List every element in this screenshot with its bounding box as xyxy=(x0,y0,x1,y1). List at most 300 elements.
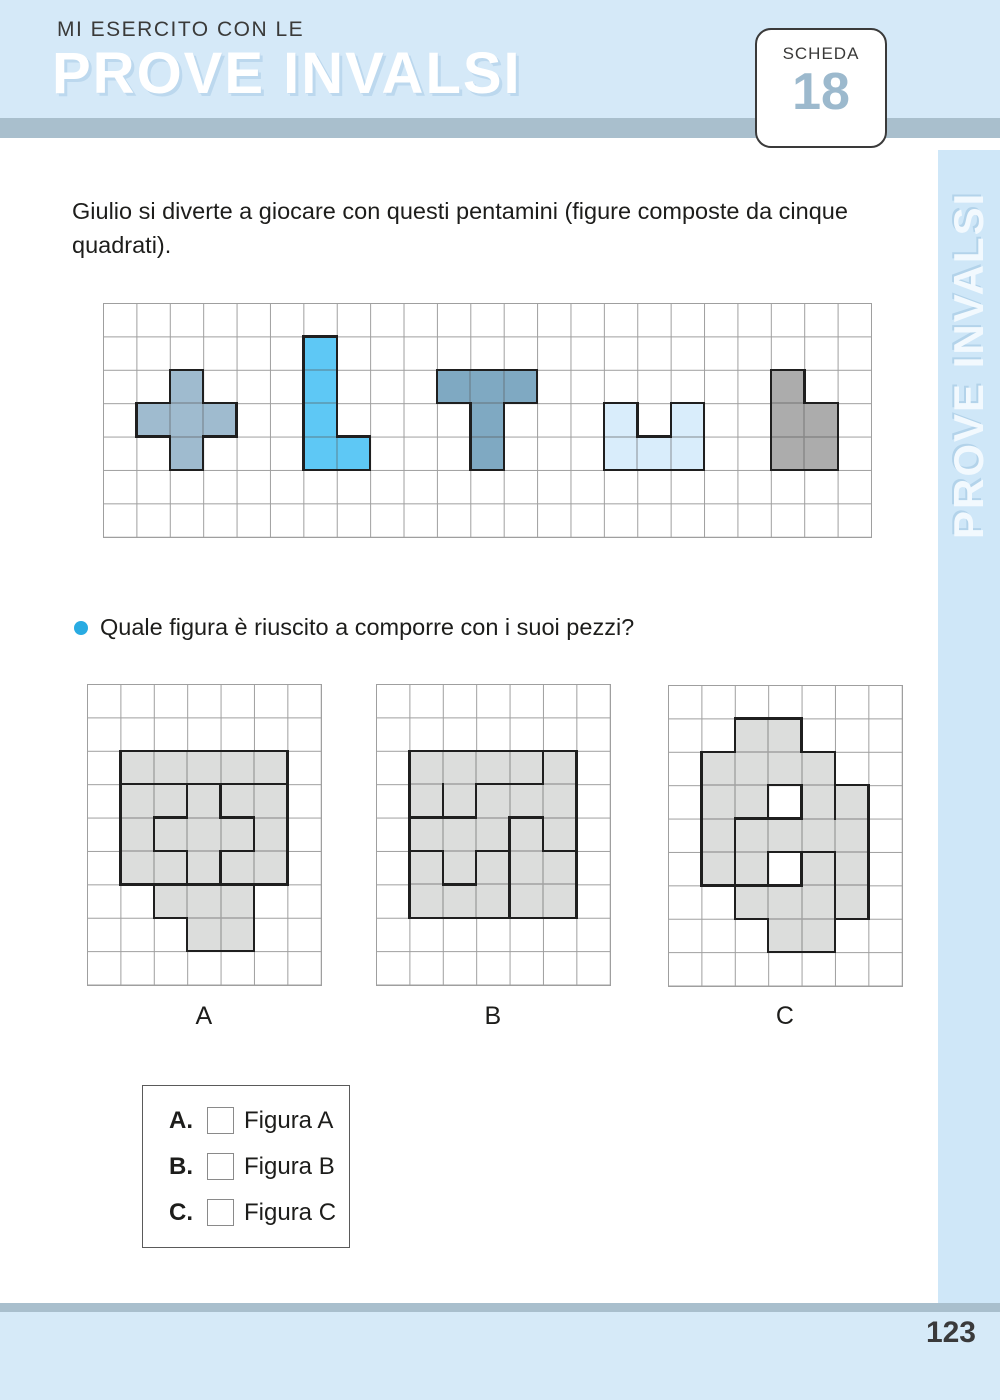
figure-b-cell xyxy=(510,818,543,851)
piece-outline-segment xyxy=(202,402,238,404)
piece-outline-segment xyxy=(834,884,836,920)
figure-c-cell xyxy=(735,819,768,852)
piece-outline-segment xyxy=(734,884,736,920)
piece-outline-segment xyxy=(302,369,304,405)
piece-outline-segment xyxy=(369,435,371,471)
p-pentomino-cell xyxy=(771,403,804,436)
piece-outline-segment xyxy=(219,750,255,752)
figure-a-cell xyxy=(154,818,187,851)
piece-outline-segment xyxy=(867,784,869,820)
piece-outline-segment xyxy=(542,816,544,852)
bullet-icon xyxy=(74,621,88,635)
scheda-badge xyxy=(755,28,887,148)
piece-outline-segment xyxy=(700,784,702,820)
piece-outline-segment xyxy=(169,435,171,471)
piece-outline-segment xyxy=(575,883,577,919)
figure-grid-b xyxy=(376,684,611,986)
piece-outline-segment xyxy=(169,369,205,371)
piece-outline-segment xyxy=(834,784,870,786)
piece-outline-segment xyxy=(408,816,444,818)
piece-outline-segment xyxy=(135,402,137,438)
piece-outline-segment xyxy=(670,469,706,471)
piece-outline-segment xyxy=(186,917,188,953)
piece-outline-segment xyxy=(408,883,410,919)
figure-a-cell xyxy=(187,851,220,884)
piece-outline-segment xyxy=(767,918,769,954)
piece-outline-segment xyxy=(800,751,836,753)
piece-outline-segment xyxy=(302,335,304,371)
piece-outline-segment xyxy=(734,851,736,887)
figure-c-cell xyxy=(768,919,801,952)
figure-a-cell xyxy=(154,851,187,884)
piece-outline-segment xyxy=(734,918,770,920)
piece-outline-segment xyxy=(803,469,839,471)
piece-outline-segment xyxy=(469,435,471,471)
piece-outline-segment xyxy=(700,851,702,887)
piece-outline-segment xyxy=(770,402,772,438)
piece-outline-segment xyxy=(408,750,410,786)
piece-outline-segment xyxy=(253,917,255,953)
answer-row-a xyxy=(169,1107,349,1135)
piece-outline-segment xyxy=(734,884,770,886)
piece-outline-segment xyxy=(508,783,544,785)
figure-c-cell xyxy=(701,785,734,818)
figure-a-cell xyxy=(221,784,254,817)
answer-letter: C. xyxy=(169,1198,193,1226)
figure-c-cell xyxy=(701,819,734,852)
piece-outline-segment xyxy=(253,883,289,885)
figure-b-cell xyxy=(476,818,509,851)
piece-outline-segment xyxy=(475,850,511,852)
piece-outline-segment xyxy=(442,783,444,819)
piece-outline-segment xyxy=(442,750,478,752)
piece-outline-segment xyxy=(186,783,188,819)
piece-outline-segment xyxy=(536,369,538,405)
piece-outline-segment xyxy=(508,816,510,852)
piece-outline-segment xyxy=(508,917,544,919)
figure-a-cell xyxy=(254,751,287,784)
piece-outline-segment xyxy=(286,816,288,852)
figure-a-cell xyxy=(187,918,220,951)
piece-outline-segment xyxy=(119,883,155,885)
piece-outline-segment xyxy=(202,435,238,437)
piece-outline-segment xyxy=(700,751,702,787)
figure-c-cell xyxy=(735,885,768,918)
figure-b-cell xyxy=(476,784,509,817)
piece-outline-segment xyxy=(670,402,706,404)
piece-outline-segment xyxy=(703,435,705,471)
scheda-label: SCHEDA xyxy=(782,44,860,63)
piece-outline-segment xyxy=(636,435,672,437)
piece-outline-segment xyxy=(202,369,204,405)
piece-outline-segment xyxy=(169,369,171,405)
piece-outline-segment xyxy=(219,883,255,885)
l-pentomino-cell xyxy=(303,336,336,369)
piece-outline-segment xyxy=(442,850,444,886)
plus-pentomino-cell xyxy=(170,370,203,403)
piece-outline-segment xyxy=(408,850,444,852)
plus-pentomino-cell xyxy=(136,403,169,436)
piece-outline-segment xyxy=(800,851,836,853)
answer-label: Figura B xyxy=(244,1152,335,1180)
answer-box xyxy=(142,1085,350,1248)
piece-outline-segment xyxy=(508,816,544,818)
piece-outline-segment xyxy=(834,751,836,787)
piece-outline-segment xyxy=(834,918,836,954)
figure-a-cell xyxy=(154,884,187,917)
figure-label-b: B xyxy=(484,1002,502,1030)
piece-outline-segment xyxy=(469,402,471,438)
t-pentomino-cell xyxy=(470,437,503,470)
figure-a-cell xyxy=(221,851,254,884)
figure-b-cell xyxy=(510,884,543,917)
piece-outline-segment xyxy=(475,917,511,919)
piece-outline-segment xyxy=(575,816,577,852)
figure-c-cell xyxy=(802,752,835,785)
figure-c-cell xyxy=(768,885,801,918)
figure-c-cell xyxy=(802,885,835,918)
page-title: PROVE INVALSI xyxy=(52,41,522,106)
figure-c-cell xyxy=(802,785,835,818)
piece-outline-segment xyxy=(253,816,255,852)
piece-outline-segment xyxy=(767,951,803,953)
piece-outline-segment xyxy=(770,435,772,471)
piece-outline-segment xyxy=(336,435,372,437)
piece-outline-segment xyxy=(503,435,505,471)
figure-b-cell xyxy=(443,818,476,851)
figure-b-cell xyxy=(409,751,442,784)
figure-c-cell xyxy=(735,852,768,885)
piece-outline-segment xyxy=(503,402,505,438)
header-kicker: MI ESERCITO CON LE xyxy=(57,18,305,41)
figure-b-cell xyxy=(409,818,442,851)
piece-outline-segment xyxy=(336,335,338,371)
piece-outline-segment xyxy=(186,883,222,885)
piece-outline-segment xyxy=(767,817,803,819)
figure-c-cell xyxy=(802,919,835,952)
piece-outline-segment xyxy=(286,750,288,786)
piece-outline-segment xyxy=(186,850,188,886)
u-pentomino-cell xyxy=(604,437,637,470)
piece-outline-segment xyxy=(700,817,702,853)
piece-outline-segment xyxy=(837,435,839,471)
p-pentomino-cell xyxy=(804,437,837,470)
figure-c-cell xyxy=(701,752,734,785)
piece-outline-segment xyxy=(700,884,736,886)
piece-outline-segment xyxy=(508,883,510,919)
answer-label: Figura A xyxy=(244,1106,334,1134)
l-pentomino-cell xyxy=(303,370,336,403)
piece-outline-segment xyxy=(603,402,639,404)
piece-outline-segment xyxy=(508,850,510,886)
l-pentomino-cell xyxy=(303,403,336,436)
t-pentomino-cell xyxy=(504,370,537,403)
figure-a-cell xyxy=(254,818,287,851)
piece-outline-segment xyxy=(800,851,802,887)
figure-b-cell xyxy=(409,884,442,917)
piece-outline-segment xyxy=(219,850,255,852)
figure-c-cell xyxy=(802,852,835,885)
figure-b-cell xyxy=(543,818,576,851)
l-pentomino-cell xyxy=(337,437,370,470)
piece-outline-segment xyxy=(302,402,304,438)
figure-a-cell xyxy=(187,818,220,851)
piece-outline-segment xyxy=(767,851,803,853)
figure-c-cell xyxy=(768,752,801,785)
piece-outline-segment xyxy=(542,917,578,919)
figure-a-cell xyxy=(254,784,287,817)
intro-text: Giulio si diverte a giocare con questi pentamini (figure composte da cinque quadrati). xyxy=(72,198,848,258)
piece-outline-segment xyxy=(119,783,155,785)
piece-outline-segment xyxy=(408,816,410,852)
p-pentomino-cell xyxy=(771,437,804,470)
piece-outline-segment xyxy=(770,369,806,371)
figure-c-cell xyxy=(735,785,768,818)
piece-outline-segment xyxy=(800,784,802,820)
figure-a-cell xyxy=(120,818,153,851)
piece-outline-segment xyxy=(442,816,478,818)
figure-a-cell xyxy=(187,751,220,784)
figure-a-cell xyxy=(221,818,254,851)
footer-background xyxy=(0,1312,1000,1400)
piece-outline-segment xyxy=(700,751,736,753)
figure-a-cell xyxy=(254,851,287,884)
piece-outline-segment xyxy=(542,750,578,752)
piece-outline-segment xyxy=(408,783,410,819)
piece-outline-segment xyxy=(442,917,478,919)
question-text: Quale figura è riuscito a comporre con i suoi pezzi? xyxy=(100,614,635,640)
piece-outline-segment xyxy=(837,402,839,438)
figure-b-cell xyxy=(409,784,442,817)
figure-c-cell xyxy=(768,718,801,751)
piece-outline-segment xyxy=(767,784,803,786)
piece-outline-segment xyxy=(734,817,770,819)
piece-outline-segment xyxy=(302,335,338,337)
figure-c-cell xyxy=(768,819,801,852)
piece-outline-segment xyxy=(767,784,769,820)
figure-grid-c xyxy=(668,685,903,987)
figure-a-cell xyxy=(120,751,153,784)
figure-grid-a xyxy=(87,684,322,986)
u-pentomino-cell xyxy=(671,437,704,470)
piece-outline-segment xyxy=(475,750,511,752)
figure-label-c: C xyxy=(775,1002,794,1030)
piece-outline-segment xyxy=(336,469,372,471)
piece-outline-segment xyxy=(302,435,304,471)
figure-b-cell xyxy=(443,884,476,917)
piece-outline-segment xyxy=(542,850,578,852)
piece-outline-segment xyxy=(636,402,638,438)
figure-label-a: A xyxy=(195,1002,213,1030)
piece-outline-segment xyxy=(286,850,288,886)
piece-outline-segment xyxy=(186,783,222,785)
piece-outline-segment xyxy=(153,750,189,752)
figure-c-cell xyxy=(835,852,868,885)
answer-letter: B. xyxy=(169,1152,193,1180)
piece-outline-segment xyxy=(503,402,539,404)
figure-c-cell xyxy=(735,752,768,785)
piece-outline-segment xyxy=(135,402,171,404)
piece-outline-segment xyxy=(186,950,222,952)
piece-outline-segment xyxy=(767,851,769,887)
figure-b-cell xyxy=(476,884,509,917)
piece-outline-segment xyxy=(803,369,805,405)
figure-c-cell xyxy=(835,785,868,818)
figure-a-cell xyxy=(120,851,153,884)
piece-outline-segment xyxy=(503,369,539,371)
figure-b-cell xyxy=(443,851,476,884)
piece-outline-segment xyxy=(153,850,189,852)
piece-outline-segment xyxy=(336,402,338,438)
piece-outline-segment xyxy=(670,402,672,438)
u-pentomino-cell xyxy=(637,437,670,470)
piece-outline-segment xyxy=(408,850,410,886)
piece-outline-segment xyxy=(475,783,477,819)
figure-b-cell xyxy=(409,851,442,884)
piece-outline-segment xyxy=(286,783,288,819)
piece-outline-segment xyxy=(169,469,205,471)
t-pentomino-cell xyxy=(470,370,503,403)
scheda-number: 18 xyxy=(792,63,850,121)
piece-outline-segment xyxy=(834,918,870,920)
plus-pentomino-cell xyxy=(203,403,236,436)
figure-a-cell xyxy=(187,784,220,817)
piece-outline-segment xyxy=(219,783,221,819)
piece-outline-segment xyxy=(770,469,806,471)
piece-outline-segment xyxy=(219,816,255,818)
figure-b-cell xyxy=(476,751,509,784)
footer-band xyxy=(0,1303,1000,1312)
piece-outline-segment xyxy=(603,402,605,438)
piece-outline-segment xyxy=(408,917,444,919)
piece-outline-segment xyxy=(119,750,155,752)
piece-outline-segment xyxy=(119,816,121,852)
answer-label: Figura C xyxy=(244,1198,337,1226)
side-vertical-title: PROVE INVALSI xyxy=(945,191,992,539)
piece-outline-segment xyxy=(734,717,736,753)
p-pentomino-cell xyxy=(804,403,837,436)
figure-a-cell xyxy=(154,784,187,817)
piece-outline-segment xyxy=(603,435,605,471)
piece-outline-segment xyxy=(153,816,155,852)
piece-outline-segment xyxy=(770,369,772,405)
figure-a-cell xyxy=(154,751,187,784)
piece-outline-segment xyxy=(734,717,770,719)
piece-outline-segment xyxy=(834,784,836,820)
piece-outline-segment xyxy=(867,817,869,853)
piece-outline-segment xyxy=(767,884,803,886)
figure-a-cell xyxy=(221,751,254,784)
answer-row-c xyxy=(169,1199,349,1227)
piece-outline-segment xyxy=(119,850,121,886)
figure-c-cell xyxy=(802,819,835,852)
piece-outline-segment xyxy=(508,750,544,752)
piece-outline-segment xyxy=(186,750,222,752)
piece-outline-segment xyxy=(253,750,289,752)
answer-checkbox-a[interactable] xyxy=(207,1107,234,1134)
piece-outline-segment xyxy=(408,750,444,752)
piece-outline-segment xyxy=(803,402,839,404)
piece-outline-segment xyxy=(153,883,189,885)
piece-outline-segment xyxy=(219,850,221,886)
answer-checkbox-b[interactable] xyxy=(207,1153,234,1180)
piece-outline-segment xyxy=(153,783,189,785)
p-pentomino-cell xyxy=(771,370,804,403)
figure-b-cell xyxy=(543,751,576,784)
piece-outline-segment xyxy=(734,817,736,853)
piece-outline-segment xyxy=(119,783,121,819)
piece-outline-segment xyxy=(469,469,505,471)
piece-outline-segment xyxy=(475,850,477,886)
figure-a-cell xyxy=(187,884,220,917)
piece-outline-segment xyxy=(469,369,505,371)
piece-outline-segment xyxy=(442,883,478,885)
l-pentomino-cell xyxy=(303,437,336,470)
piece-outline-segment xyxy=(575,850,577,886)
pentomino-board xyxy=(103,303,872,538)
piece-outline-segment xyxy=(542,750,544,786)
piece-outline-segment xyxy=(253,783,289,785)
answer-row-b xyxy=(169,1153,349,1181)
t-pentomino-cell xyxy=(437,370,470,403)
page-number: 123 xyxy=(925,1316,976,1349)
t-pentomino-cell xyxy=(470,403,503,436)
plus-pentomino-cell xyxy=(170,437,203,470)
piece-outline-segment xyxy=(436,369,472,371)
piece-outline-segment xyxy=(219,783,255,785)
piece-outline-segment xyxy=(119,750,121,786)
piece-outline-segment xyxy=(575,783,577,819)
piece-outline-segment xyxy=(800,717,802,753)
answer-letter: A. xyxy=(169,1106,193,1134)
piece-outline-segment xyxy=(703,402,705,438)
figure-b-cell xyxy=(510,751,543,784)
piece-outline-segment xyxy=(153,816,189,818)
figure-b-cell xyxy=(543,784,576,817)
figure-a-cell xyxy=(221,918,254,951)
piece-outline-segment xyxy=(767,717,803,719)
piece-outline-segment xyxy=(153,883,155,919)
piece-outline-segment xyxy=(135,435,171,437)
figure-b-cell xyxy=(543,884,576,917)
piece-outline-segment xyxy=(336,369,338,405)
figure-b-cell xyxy=(510,784,543,817)
plus-pentomino-cell xyxy=(170,403,203,436)
piece-outline-segment xyxy=(153,917,189,919)
piece-outline-segment xyxy=(436,369,438,405)
figure-c-cell xyxy=(735,718,768,751)
piece-outline-segment xyxy=(475,783,511,785)
piece-outline-segment xyxy=(800,951,836,953)
piece-outline-segment xyxy=(302,469,338,471)
figure-c-cell xyxy=(835,885,868,918)
figure-b-cell xyxy=(543,851,576,884)
piece-outline-segment xyxy=(253,883,255,919)
figure-c-cell xyxy=(835,819,868,852)
piece-outline-segment xyxy=(202,435,204,471)
piece-outline-segment xyxy=(219,950,255,952)
question-row xyxy=(74,614,634,641)
piece-outline-segment xyxy=(636,469,672,471)
piece-outline-segment xyxy=(235,402,237,438)
u-pentomino-cell xyxy=(604,403,637,436)
u-pentomino-cell xyxy=(671,403,704,436)
answer-checkbox-c[interactable] xyxy=(207,1199,234,1226)
figure-c-cell xyxy=(701,852,734,885)
piece-outline-segment xyxy=(834,851,836,887)
piece-outline-segment xyxy=(436,402,472,404)
piece-outline-segment xyxy=(603,469,639,471)
